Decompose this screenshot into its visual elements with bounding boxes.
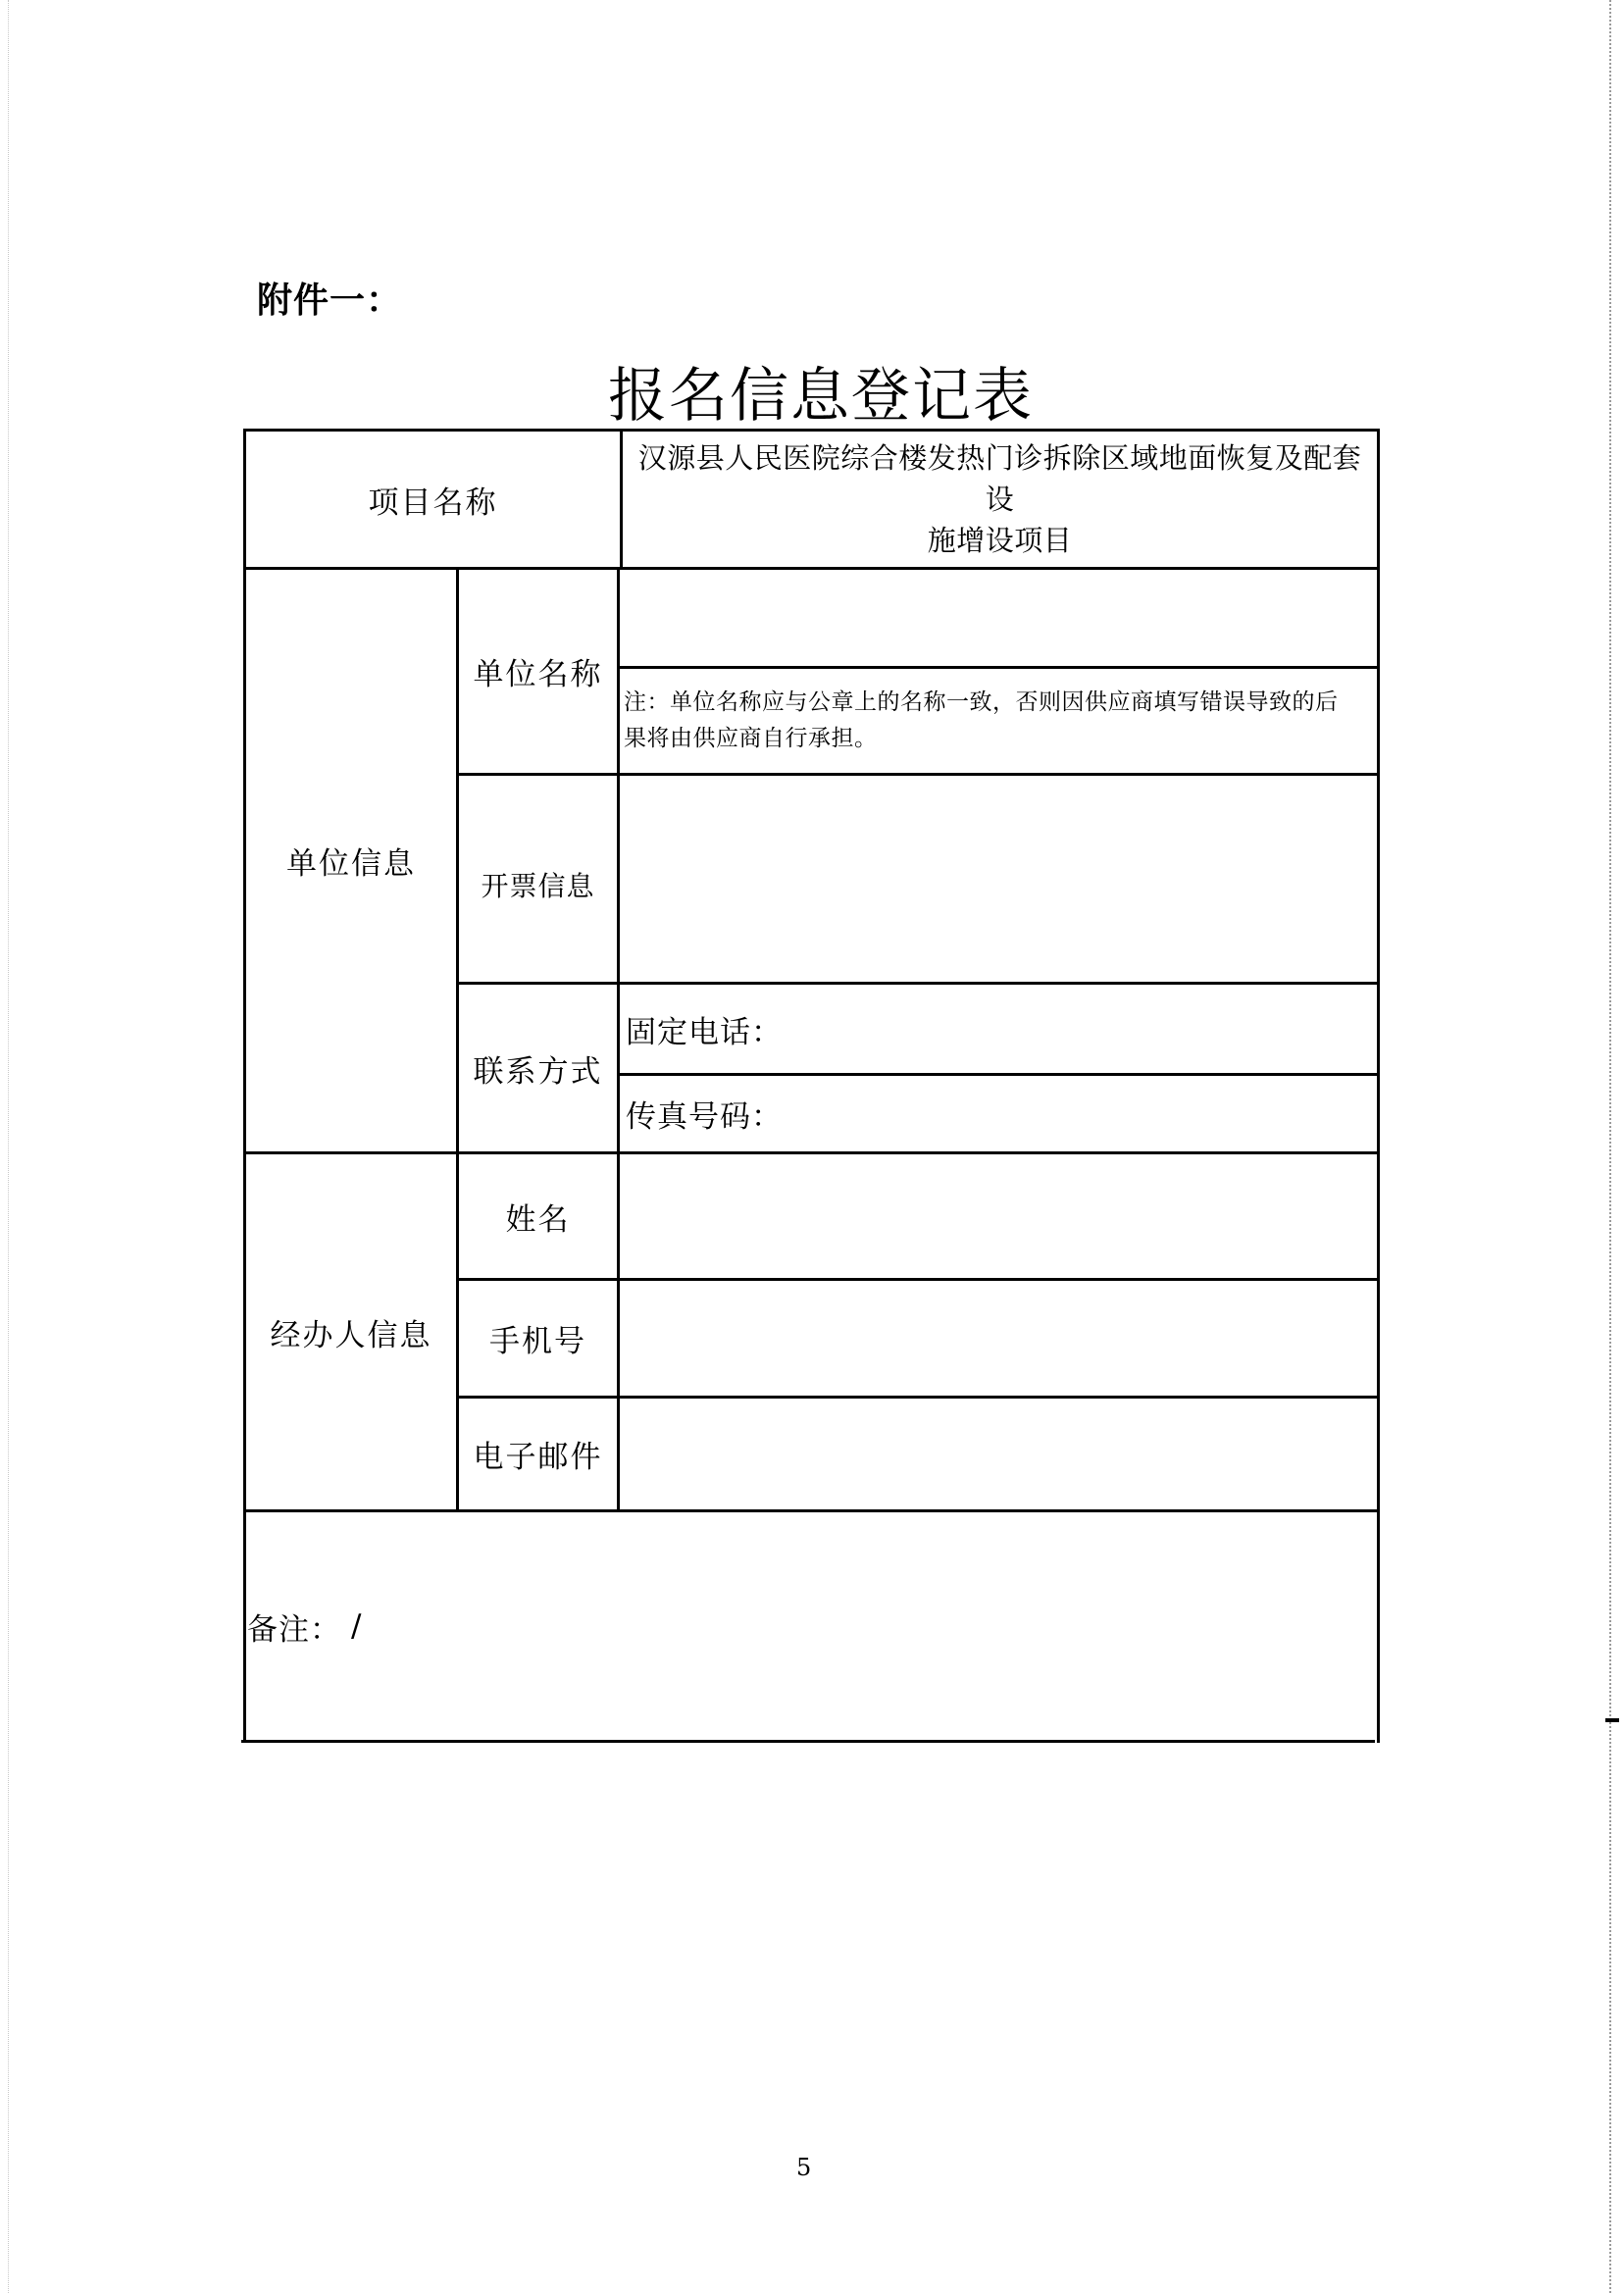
fax-field[interactable] xyxy=(620,1076,1377,1151)
invoice-label: 开票信息 xyxy=(481,870,595,902)
remarks-field[interactable] xyxy=(245,1512,1377,1740)
table-border-right xyxy=(1377,429,1380,1743)
handler-mobile-field[interactable] xyxy=(620,1281,1377,1396)
contact-label: 联系方式 xyxy=(473,1053,603,1090)
attachment-label: 附件一： xyxy=(257,280,403,321)
handler-mobile-label: 手机号 xyxy=(489,1324,586,1359)
invoice-field[interactable] xyxy=(620,776,1377,982)
handler-email-field[interactable] xyxy=(620,1399,1377,1509)
unit-name-note-line1: 注：单位名称应与公章上的名称一致，否则因供应商填写错误导致的后 xyxy=(624,689,1339,715)
unit-name-note-line2: 果将由供应商自行承担。 xyxy=(624,726,878,751)
handler-name-field[interactable] xyxy=(620,1154,1377,1278)
page-number: 5 xyxy=(796,2154,812,2181)
fax-label: 传真号码： xyxy=(626,1099,783,1135)
landline-field[interactable] xyxy=(620,985,1377,1073)
remarks-value: / xyxy=(351,1608,363,1644)
handler-name-label: 姓名 xyxy=(505,1201,571,1238)
unit-name-field[interactable] xyxy=(620,570,1377,666)
scan-edge-left xyxy=(8,0,9,2293)
scan-edge-right xyxy=(1609,0,1611,2293)
form-title: 报名信息登记表 xyxy=(608,362,1034,431)
table-border-bottom xyxy=(241,1740,1375,1743)
unit-name-note xyxy=(620,669,1377,773)
landline-label: 固定电话： xyxy=(626,1014,783,1050)
scan-mark xyxy=(1605,1718,1619,1722)
unit-info-group-label: 单位信息 xyxy=(286,846,416,882)
handler-info-group-label: 经办人信息 xyxy=(270,1317,432,1353)
unit-name-label: 单位名称 xyxy=(473,657,603,692)
project-name-value xyxy=(623,432,1377,567)
project-name-line1: 汉源县人民医院综合楼发热门诊拆除区域地面恢复及配套设 xyxy=(637,441,1362,516)
remarks-label: 备注： xyxy=(247,1611,341,1648)
handler-email-label: 电子邮件 xyxy=(473,1440,603,1475)
project-name-line2: 施增设项目 xyxy=(927,524,1073,557)
project-name-label: 项目名称 xyxy=(368,484,498,521)
